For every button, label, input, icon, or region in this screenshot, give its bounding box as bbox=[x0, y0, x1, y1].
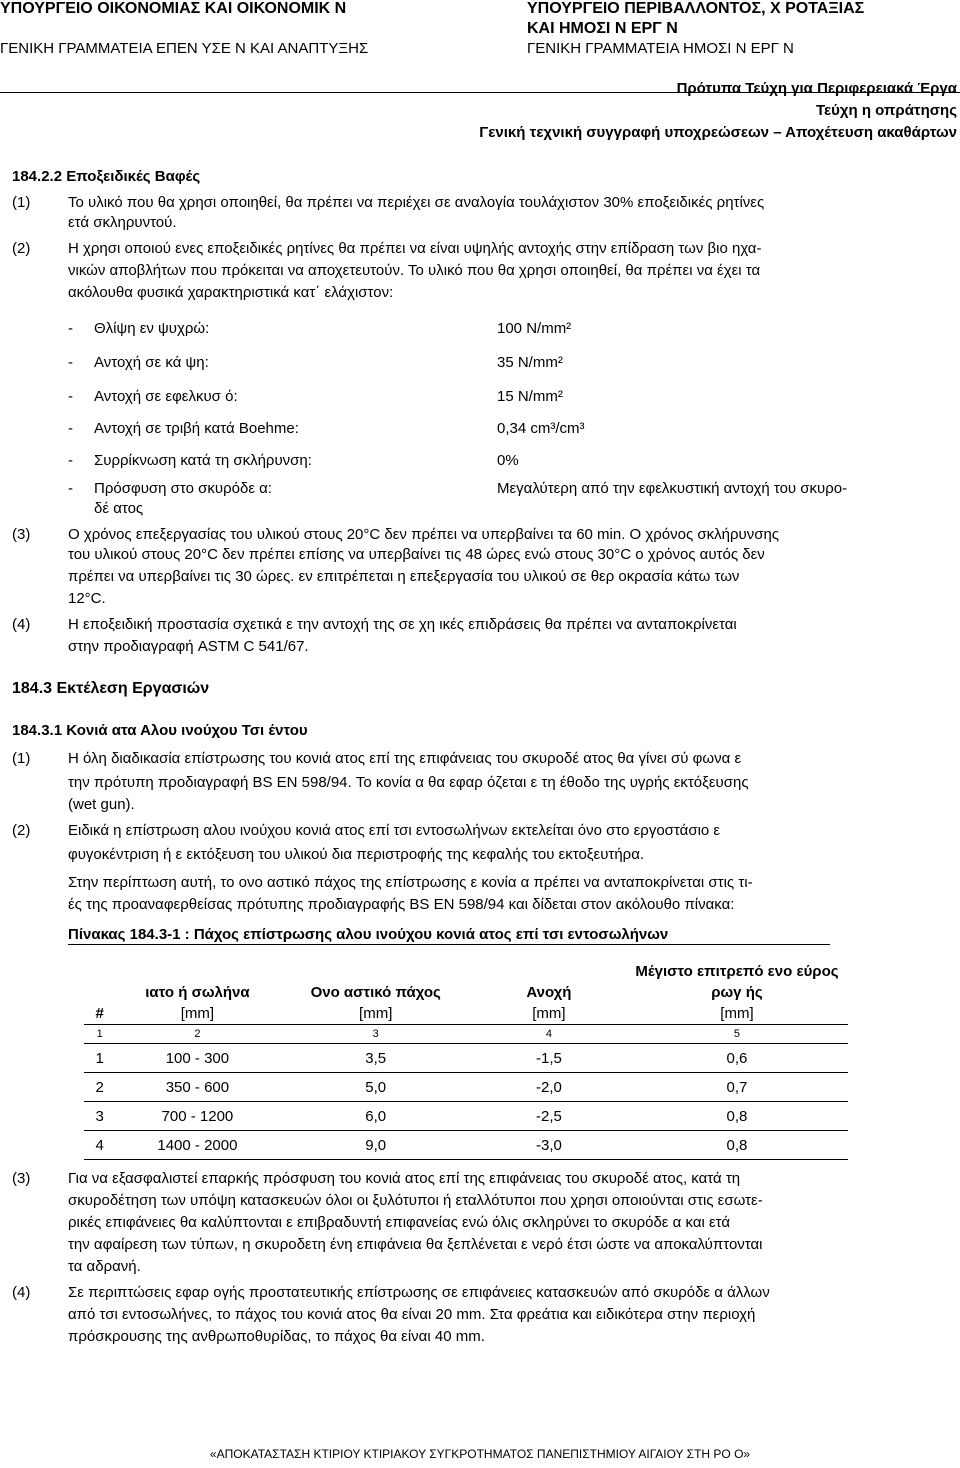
para-line: ρικές επιφάνειες θα καλύπτονται ε επιβραδυντή επιφανείας ενώ όλις σκληρύνει το σκυρόδε α και ετά bbox=[68, 1214, 731, 1231]
table-header-cell: # bbox=[95, 1005, 104, 1022]
para-line: Στην περίπτωση αυτή, το ονο αστικό πάχος της επίστρωσης ε κονία α πρέπει να ανταποκρίνεται στις τι- bbox=[68, 874, 753, 891]
para-number: (1) bbox=[12, 194, 31, 211]
table-row bbox=[84, 1131, 848, 1160]
table-index-cell: 3 bbox=[279, 1025, 472, 1044]
para-line: φυγοκέντριση ή ε εκτόξευση του υλικού δια περιστροφής της κεφαλής του εκτοξευτήρα. bbox=[68, 846, 645, 863]
para-line: Το υλικό που θα χρησι οποιηθεί, θα πρέπει να περιέχει σε αναλογία τουλάχιστον 30% εποξειδικές ρητίνες bbox=[68, 194, 765, 211]
table-cell: -2,0 bbox=[472, 1073, 626, 1102]
para-line: Ειδικά η επίστρωση αλου ινούχου κονιά ατος επί τσι εντοσωλήνων εκτελείται όνο στο εργοστάσιο ε bbox=[68, 822, 721, 839]
table-index-cell: 5 bbox=[626, 1025, 848, 1044]
para-line: Η εποξειδική προστασία σχετικά ε την αντοχή της σε χη ικές επιδράσεις θα πρέπει να ανταποκρίνεται bbox=[68, 616, 737, 633]
para-line: την πρότυπη προδιαγραφή BS EN 598/94. Το κονία α θα εφαρ όζεται ε τη έθοδο της υγρής εκτόξευσης bbox=[68, 774, 749, 791]
table-row bbox=[84, 1102, 848, 1131]
table-cell: 6,0 bbox=[279, 1102, 472, 1131]
para-line: ακόλουθα φυσικά χαρακτηριστικά κατ΄ ελάχιστον: bbox=[68, 284, 394, 301]
para-line: Η χρησι οποιού ενες εποξειδικές ρητίνες θα πρέπει να είναι υψηλής αντοχής στην επίδραση των βιο ηχα- bbox=[68, 240, 762, 257]
header-ministry-left: ΥΠΟΥΡΓΕΙΟ ΟΙΚΟΝΟΜΙΑΣ ΚΑΙ ΟΙΚΟΝΟΜΙΚ Ν bbox=[0, 0, 347, 17]
spec-value: 35 N/mm² bbox=[497, 354, 563, 371]
table-cell: 0,8 bbox=[626, 1102, 848, 1131]
spec-label: Αντοχή σε κά ψη: bbox=[94, 354, 209, 371]
para-line: από τσι εντοσωλήνες, το πάχος του κονιά ατος θα είναι 20 mm. Στα φρεάτια και ειδικότερα στην περιοχή bbox=[68, 1306, 756, 1323]
para-number: (1) bbox=[12, 750, 31, 767]
spec-label: Αντοχή σε τριβή κατά Boehme: bbox=[94, 420, 299, 437]
section-title-epoxy-paints: 184.2.2 Εποξειδικές Βαφές bbox=[12, 168, 201, 185]
page-footer: «ΑΠΟΚΑΤΑΣΤΑΣΗ ΚΤΙΡΙΟΥ ΚΤΙΡΙΑΚΟΥ ΣΥΓΚΡΟΤΗΜΑΤΟΣ ΠΑΝΕΠΙΣΤΗΜΙΟΥ ΑΙΓΑΙΟΥ ΣΤΗ ΡΟ Ο» bbox=[209, 1447, 751, 1461]
doc-subject-title: Γενική τεχνική συγγραφή υποχρεώσεων – Αποχέτευση ακαθάρτων bbox=[479, 124, 957, 141]
table-cell: 5,0 bbox=[279, 1073, 472, 1102]
header-secretariat-right: ΓΕΝΙΚΗ ΓΡΑΜΜΑΤΕΙΑ ΗΜΟΣΙ Ν ΕΡΓ Ν bbox=[527, 40, 794, 57]
table-header-row bbox=[84, 950, 848, 1025]
header-ministry-right-2: ΚΑΙ ΗΜΟΣΙ Ν ΕΡΓ Ν bbox=[527, 20, 678, 37]
table-header-cell: ιατο ή σωλήνα [mm] bbox=[145, 984, 250, 1022]
para-line: Η όλη διαδικασία επίστρωσης του κονιά ατος επί της επιφάνειας του σκυροδέ ατος θα γίνει σύ φωνα ε bbox=[68, 750, 742, 767]
para-number: (2) bbox=[12, 240, 31, 257]
header-secretariat-left: ΓΕΝΙΚΗ ΓΡΑΜΜΑΤΕΙΑ ΕΠΕΝ ΥΣΕ Ν ΚΑΙ ΑΝΑΠΤΥΞΗΣ bbox=[0, 40, 369, 57]
para-line: ές της προαναφερθείσας πρότυπης προδιαγραφής BS EN 598/94 και δίδεται στον ακόλουθο πίνακα: bbox=[68, 896, 735, 913]
table-cell: -2,5 bbox=[472, 1102, 626, 1131]
spec-label-cont: δέ ατος bbox=[94, 500, 144, 517]
para-line: σκυροδέτηση των υπόψη κατασκευών όλοι οι ξυλότυποι ή εταλλότυποι που χρησι οποιούνται στις εσωτε- bbox=[68, 1192, 763, 1209]
table-cell: 1 bbox=[84, 1044, 115, 1073]
table-cell: 2 bbox=[84, 1073, 115, 1102]
table-cell: 3 bbox=[84, 1102, 115, 1131]
table-cell: 0,8 bbox=[626, 1131, 848, 1160]
para-line: (wet gun). bbox=[68, 796, 135, 813]
table-cell: -3,0 bbox=[472, 1131, 626, 1160]
table-row bbox=[84, 1073, 848, 1102]
table-cell: 1400 - 2000 bbox=[115, 1131, 279, 1160]
table-cell: 700 - 1200 bbox=[115, 1102, 279, 1131]
table-title: Πίνακας 184.3-1 : Πάχος επίστρωσης αλου ινούχου κονιά ατος επί τσι εντοσωλήνων bbox=[68, 926, 669, 943]
table-index-cell: 4 bbox=[472, 1025, 626, 1044]
table-cell: 4 bbox=[84, 1131, 115, 1160]
coating-thickness-table bbox=[84, 950, 848, 1160]
spec-label: Πρόσφυση στο σκυρόδε α: bbox=[94, 480, 273, 497]
para-line: ετά σκληρυντού. bbox=[68, 214, 177, 231]
spec-label: Αντοχή σε εφελκυσ ό: bbox=[94, 388, 238, 405]
spec-value: 15 N/mm² bbox=[497, 388, 563, 405]
table-index-cell: 1 bbox=[84, 1025, 115, 1044]
para-number: (3) bbox=[12, 1170, 31, 1187]
para-line: πρόσκρουσης της ανθρωποθυρίδας, το πάχος θα είναι 40 mm. bbox=[68, 1328, 485, 1345]
table-cell: 3,5 bbox=[279, 1044, 472, 1073]
table-row bbox=[84, 1044, 848, 1073]
spec-dash: - bbox=[68, 388, 73, 405]
header-ministry-right: ΥΠΟΥΡΓΕΙΟ ΠΕΡΙΒΑΛΛΟΝΤΟΣ, Χ ΡΟΤΑΞΙΑΣ bbox=[527, 0, 865, 17]
para-line: Σε περιπτώσεις εφαρ ογής προστατευτικής επίστρωσης σε επιφάνειες κατασκευών από σκυρόδε α άλλων bbox=[68, 1284, 770, 1301]
table-cell: -1,5 bbox=[472, 1044, 626, 1073]
spec-value: Μεγαλύτερη από την εφελκυστική αντοχή του σκυρο- bbox=[497, 480, 848, 497]
para-line: του υλικού στους 20°C δεν πρέπει επίσης να υπερβαίνει τις 48 ώρες ενώ στους 30°C ο χρόνος αυτός δεν bbox=[68, 546, 765, 563]
table-cell: 9,0 bbox=[279, 1131, 472, 1160]
para-number: (2) bbox=[12, 822, 31, 839]
table-header-cell: Ανοχή [mm] bbox=[526, 984, 572, 1022]
table-cell: 350 - 600 bbox=[115, 1073, 279, 1102]
spec-value: 0% bbox=[497, 452, 519, 469]
para-number: (4) bbox=[12, 616, 31, 633]
table-title-underline bbox=[68, 944, 830, 945]
spec-label: Συρρίκνωση κατά τη σκλήρυνση: bbox=[94, 452, 312, 469]
subsection-title-aluminous-mortar: 184.3.1 Κονιά ατα Αλου ινούχου Τσι έντου bbox=[12, 722, 308, 739]
spec-value: 0,34 cm³/cm³ bbox=[497, 420, 585, 437]
table-cell: 100 - 300 bbox=[115, 1044, 279, 1073]
spec-label: Θλίψη εν ψυχρώ: bbox=[94, 320, 210, 337]
table-index-row bbox=[84, 1025, 848, 1044]
table-header-cell: Μέγιστο επιτρεπό ενο εύρος ρωγ ής [mm] bbox=[635, 963, 839, 1022]
para-line: την αφαίρεση των τύπων, η σκυροδετη ένη επιφάνεια θα ξεπλένεται ε νερό έτσι ώστε να αποκαλύπτονται bbox=[68, 1236, 763, 1253]
spec-dash: - bbox=[68, 354, 73, 371]
spec-dash: - bbox=[68, 420, 73, 437]
table-index-cell: 2 bbox=[115, 1025, 279, 1044]
para-number: (3) bbox=[12, 526, 31, 543]
para-line: Ο χρόνος επεξεργασίας του υλικού στους 20°C δεν πρέπει να υπερβαίνει τα 60 min. Ο χρόνος σκλήρυνσης bbox=[68, 526, 780, 543]
table-header-cell: Ονο αστικό πάχος [mm] bbox=[310, 984, 441, 1022]
para-line: πρέπει να υπερβαίνει τις 30 ώρες. εν επιτρέπεται η επεξεργασία του υλικού σε θερ οκρασία κάτω των bbox=[68, 568, 740, 585]
spec-dash: - bbox=[68, 480, 73, 497]
table-cell: 0,7 bbox=[626, 1073, 848, 1102]
doc-volume-title: Τεύχη η οπράτησης bbox=[815, 102, 957, 119]
spec-value: 100 N/mm² bbox=[497, 320, 572, 337]
section-title-execution: 184.3 Εκτέλεση Εργασιών bbox=[12, 680, 210, 697]
spec-dash: - bbox=[68, 452, 73, 469]
para-line: στην προδιαγραφή ASTM C 541/67. bbox=[68, 638, 309, 655]
para-number: (4) bbox=[12, 1284, 31, 1301]
table-cell: 0,6 bbox=[626, 1044, 848, 1073]
para-line: 12°C. bbox=[68, 590, 106, 607]
doc-series-title: Πρότυπα Τεύχη για Περιφερειακά Έργα bbox=[676, 80, 957, 97]
para-line: Για να εξασφαλιστεί επαρκής πρόσφυση του κονιά ατος επί της επιφάνειας του σκυροδέ ατος, κατά τη bbox=[68, 1170, 741, 1187]
para-line: νικών αποβλήτων που πρόκειται να αποχετευτούν. Το υλικό που θα χρησι οποιηθεί, θα πρέπει να έχει τα bbox=[68, 262, 761, 279]
spec-dash: - bbox=[68, 320, 73, 337]
para-line: τα αδρανή. bbox=[68, 1258, 141, 1275]
